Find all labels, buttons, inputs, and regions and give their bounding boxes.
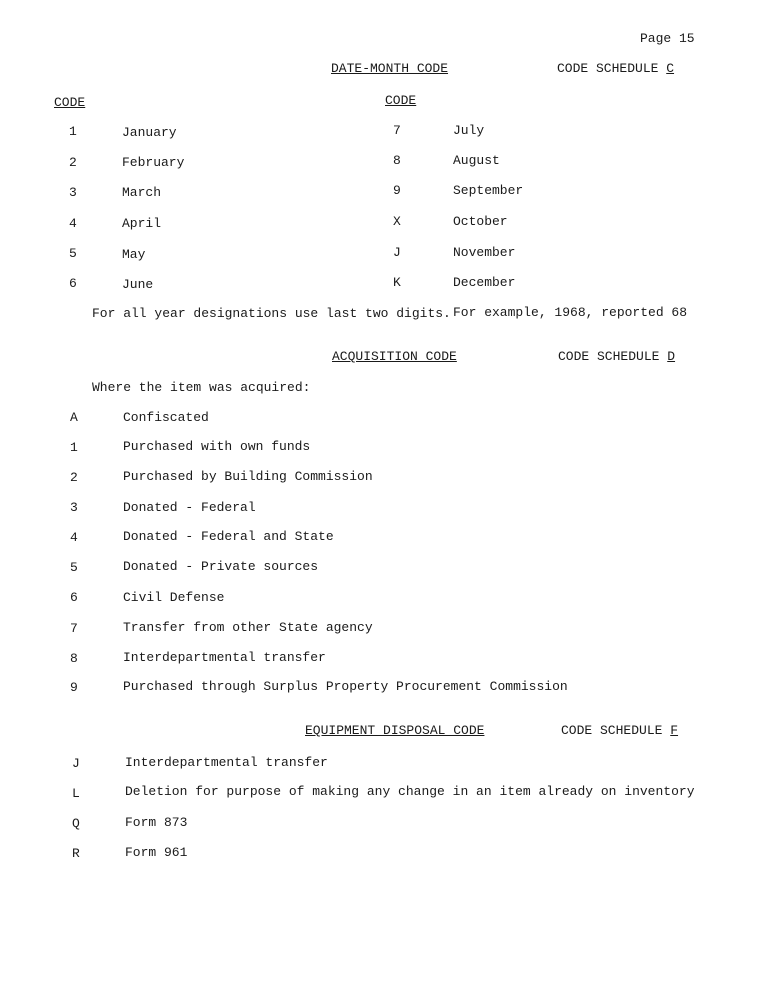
- disposal-desc: Form 873: [125, 815, 188, 830]
- acquisition-code: 8: [70, 651, 78, 666]
- disposal-desc: Interdepartmental transfer: [125, 755, 328, 770]
- acquisition-desc: Purchased with own funds: [123, 439, 311, 454]
- disposal-title: EQUIPMENT DISPOSAL CODE: [305, 723, 485, 738]
- month-name: November: [453, 245, 516, 260]
- code-header-left: CODE: [54, 95, 86, 110]
- disposal-code: J: [72, 756, 80, 771]
- schedule-label: CODE SCHEDULE: [558, 349, 660, 364]
- disposal-desc: Form 961: [125, 845, 188, 860]
- acquisition-desc: Donated - Federal and State: [123, 529, 334, 544]
- acquisition-desc: Donated - Private sources: [123, 559, 319, 574]
- month-name: July: [453, 123, 485, 138]
- page-number: Page 15: [640, 31, 695, 46]
- acquisition-desc: Transfer from other State agency: [123, 620, 373, 635]
- disposal-code: Q: [72, 816, 80, 831]
- acquisition-desc: Civil Defense: [123, 590, 225, 605]
- month-name: August: [453, 153, 500, 168]
- month-code: 2: [69, 155, 77, 170]
- year-note-left: For all year designations use last two digits.: [92, 306, 451, 321]
- acquisition-desc: Purchased through Surplus Property Procurement Commission: [123, 679, 568, 694]
- date-month-title: DATE-MONTH CODE: [331, 61, 449, 76]
- acquisition-desc: Confiscated: [123, 410, 209, 425]
- month-name: September: [453, 183, 524, 198]
- disposal-code: R: [72, 846, 80, 861]
- acquisition-code: 3: [70, 500, 78, 515]
- month-code: 5: [69, 246, 77, 261]
- schedule-label: CODE SCHEDULE: [557, 61, 659, 76]
- acquisition-desc: Donated - Federal: [123, 500, 256, 515]
- month-name: February: [122, 155, 185, 170]
- month-code: 1: [69, 124, 77, 139]
- disposal-schedule: [561, 723, 678, 739]
- schedule-letter: D: [667, 349, 676, 364]
- month-code: 8: [393, 153, 401, 168]
- disposal-code: L: [72, 786, 80, 801]
- code-header-right: CODE: [385, 93, 417, 108]
- date-month-schedule: [557, 61, 674, 77]
- acquisition-code: A: [70, 410, 78, 425]
- month-name: October: [453, 214, 508, 229]
- acquisition-code: 4: [70, 530, 78, 545]
- month-code: 6: [69, 276, 77, 291]
- schedule-label: CODE SCHEDULE: [561, 723, 663, 738]
- month-code: 7: [393, 123, 401, 138]
- month-code: J: [393, 245, 401, 260]
- acquisition-code: 1: [70, 440, 78, 455]
- year-note-right: For example, 1968, reported 68: [453, 305, 688, 320]
- acquisition-desc: Interdepartmental transfer: [123, 650, 326, 665]
- acquisition-intro: Where the item was acquired:: [92, 380, 311, 395]
- month-code: 9: [393, 183, 401, 198]
- acquisition-title: ACQUISITION CODE: [332, 349, 457, 364]
- schedule-letter: C: [666, 61, 675, 76]
- month-name: March: [122, 185, 162, 200]
- month-name: January: [122, 125, 177, 140]
- month-name: December: [453, 275, 516, 290]
- month-name: June: [122, 277, 154, 292]
- month-code: 3: [69, 185, 77, 200]
- month-code: 4: [69, 216, 77, 231]
- acquisition-code: 9: [70, 680, 78, 695]
- disposal-desc: Deletion for purpose of making any change in an item already on inventory: [125, 784, 695, 799]
- acquisition-code: 6: [70, 590, 78, 605]
- month-code: K: [393, 275, 401, 290]
- month-name: April: [122, 216, 162, 231]
- schedule-letter: F: [670, 723, 679, 738]
- month-name: May: [122, 247, 146, 262]
- acquisition-code: 7: [70, 621, 78, 636]
- acquisition-desc: Purchased by Building Commission: [123, 469, 373, 484]
- month-code: X: [393, 214, 401, 229]
- acquisition-code: 5: [70, 560, 78, 575]
- acquisition-schedule: [558, 349, 675, 365]
- acquisition-code: 2: [70, 470, 78, 485]
